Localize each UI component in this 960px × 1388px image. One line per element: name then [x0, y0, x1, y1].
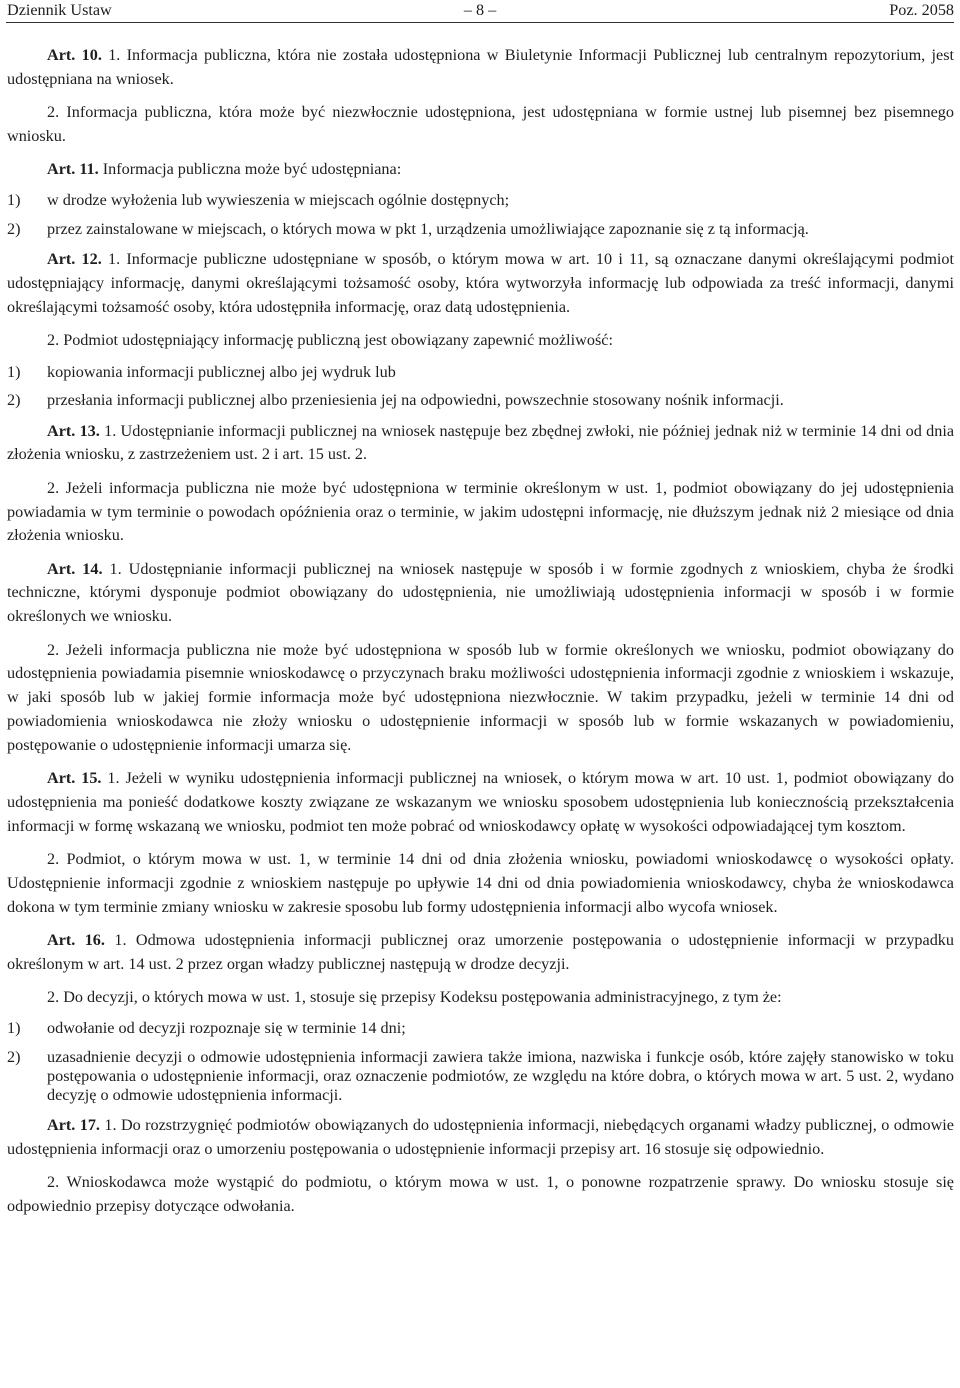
article-number: Art. 16. [47, 930, 105, 949]
paragraph: 2. Jeżeli informacja publiczna nie może być udostępniona w terminie określonym w ust. 1, podmiot obowiązany do jej udostępnienia powiadamia w tym terminie o powodach opóźnienia oraz o terminie, w jakim udostępni informację, nie dłuższym jednak niż 2 miesiące od dnia złożenia wniosku. [7, 478, 954, 545]
page-number: – 8 – [463, 1, 497, 19]
article-text: 1. Jeżeli w wyniku udostępnienia informacji publicznej na wniosek, o którym mowa w art. 10 ust. 1, podmiot obowiązany do udostępnienia ma ponieść dodatkowe koszty związane ze wskazanym we wniosku sposobem udostępnienia lub koniecznością przekształcenia informacji w formę wskazaną we wniosku, podmiot ten może pobrać od wnioskodawcy opłatę w wysokości odpowiadającej tym kosztom. [7, 769, 954, 835]
article-text: 1. Do rozstrzygnięć podmiotów obowiązanych do udostępnienia informacji, niebędących organami władzy publicznej, o odmowie udostępnienia informacji oraz o umorzeniu postępowania o udostępnienie informacji przepisy art. 16 stosuje się odpowiednio. [7, 1116, 954, 1158]
list-item [7, 191, 954, 210]
list-item-number: 2) [7, 391, 21, 410]
list-item-text: uzasadnienie decyzji o odmowie udostępnienia informacji zawiera także imiona, nazwiska i funkcje osób, które zajęły stanowisko w toku postępowania o udostępnienie informacji, oraz oznaczenie podmiotów, ze względu na które dobra, o których mowa w art. 5 ust. 2, wydano decyzję o odmowie udostępnienia informacji. [47, 1047, 954, 1104]
list-item-number: 2) [7, 1047, 21, 1066]
paragraph: 2. Wnioskodawca może wystąpić do podmiotu, o którym mowa w ust. 1, o ponowne rozpatrzenie sprawy. Do wniosku stosuje się odpowiednio przepisy dotyczące odwołania. [7, 1173, 954, 1216]
article-number: Art. 15. [47, 769, 102, 788]
list-item-number: 1) [7, 362, 21, 381]
article-text: 1. Odmowa udostępnienia informacji publicznej oraz umorzenie postępowania o udostępnienie informacji w przypadku określonym w art. 14 ust. 2 przez organ władzy publicznej następują w drodze decyzji. [7, 930, 954, 973]
article [7, 158, 954, 182]
article-number: Art. 11. [47, 160, 99, 179]
article [7, 248, 954, 319]
article-number: Art. 12. [47, 250, 102, 269]
paragraph: 2. Jeżeli informacja publiczna nie może być udostępniona w sposób lub w formie określonych we wniosku, podmiot obowiązany do udostępnienia powiadamia pisemnie wnioskodawcę o przyczynach braku możliwości udostępnienia informacji zgodnie z wnioskiem i wskazuje, w jaki sposób lub w jakiej formie informacja może być udostępniona niezwłocznie. W takim przypadku, jeżeli w terminie 14 dni od powiadomienia wnioskodawca nie złoży wniosku o udostępnienie informacji w sposób lub w formie wskazanych w powiadomieniu, postępowanie o udostępnienie informacji umarza się. [7, 640, 954, 754]
article-number: Art. 14. [47, 559, 103, 578]
article [7, 420, 954, 468]
article-text: Informacja publiczna może być udostępniana: [98, 160, 402, 179]
article [7, 558, 954, 629]
article [7, 44, 954, 92]
list-item [7, 391, 954, 410]
paragraph: 2. Do decyzji, o których mowa w ust. 1, stosuje się przepisy Kodeksu postępowania administracyjnego, z tym że: [47, 987, 782, 1006]
list-item [7, 1048, 954, 1105]
list-item-text: odwołanie od decyzji rozpoznaje się w terminie 14 dni; [47, 1019, 406, 1038]
article-text: 1. Informacja publiczna, która nie została udostępniona w Biuletynie Informacji Publicznej lub centralnym repozytorium, jest udostępniana na wniosek. [7, 46, 955, 88]
list-item-text: przez zainstalowane w miejscach, o których mowa w pkt 1, urządzenia umożliwiające zapoznanie się z tą informacją. [47, 219, 809, 238]
journal-title: Dziennik Ustaw [7, 1, 112, 19]
header-rule [6, 22, 954, 23]
paragraph: 2. Informacja publiczna, która może być niezwłocznie udostępniona, jest udostępniana w formie ustnej lub pisemnej bez pisemnego wniosku. [7, 103, 954, 145]
list-item-text: kopiowania informacji publicznej albo jej wydruk lub [47, 362, 396, 381]
article-text: 1. Udostępnianie informacji publicznej na wniosek następuje w sposób i w formie zgodnych z wnioskiem, chyba że środki techniczne, którymi dysponuje podmiot obowiązany do udostępnienia, nie umożliwiają udostępnienia informacji w sposób i w formie określonych we wniosku. [7, 559, 955, 626]
article-text: 1. Udostępnianie informacji publicznej na wniosek następuje bez zbędnej zwłoki, nie później jednak niż w terminie 14 dni od dnia złożenia wniosku, z zastrzeżeniem ust. 2 i art. 15 ust. 2. [7, 421, 955, 464]
article-number: Art. 17. [47, 1116, 100, 1135]
article-number: Art. 10. [47, 46, 102, 64]
paragraph: 2. Podmiot udostępniający informację publiczną jest obowiązany zapewnić możliwość: [47, 331, 613, 350]
article-text: 1. Informacje publiczne udostępniane w sposób, o którym mowa w art. 10 i 11, są oznaczane danymi określającymi podmiot udostępniający informację, danymi określającymi tożsamość osoby, która wytworzyła informację lub odpowiada za treść informacji, danymi określającymi tożsamość osoby, która udostępniła informację, oraz datą udostępnienia. [7, 250, 955, 317]
article [7, 929, 954, 977]
page-header [0, 0, 960, 24]
list-item [7, 1019, 954, 1038]
position-number: Poz. 2058 [889, 1, 954, 19]
article [7, 767, 954, 838]
paragraph: 2. Podmiot, o którym mowa w ust. 1, w terminie 14 dni od dnia złożenia wniosku, powiadomi wnioskodawcę o wysokości opłaty. Udostępnienie informacji zgodnie z wnioskiem następuje po upływie 14 dni od dnia powiadomienia wnioskodawcy, chyba że wnioskodawca dokona w tym terminie zmiany wniosku w zakresie sposobu lub formy udostępnienia informacji albo wycofa wniosek. [7, 849, 954, 916]
list-item [7, 220, 954, 239]
list-item-number: 1) [7, 1019, 21, 1038]
list-item-number: 2) [7, 219, 21, 238]
document-body [7, 44, 954, 1219]
list-item [7, 363, 954, 382]
list-item-text: przesłania informacji publicznej albo przeniesienia jej na odpowiedni, powszechnie stosowany nośnik informacji. [47, 391, 784, 410]
list-item-text: w drodze wyłożenia lub wywieszenia w miejscach ogólnie dostępnych; [47, 191, 510, 210]
article [7, 1114, 954, 1162]
list-item-number: 1) [7, 191, 21, 210]
article-number: Art. 13. [47, 421, 100, 440]
